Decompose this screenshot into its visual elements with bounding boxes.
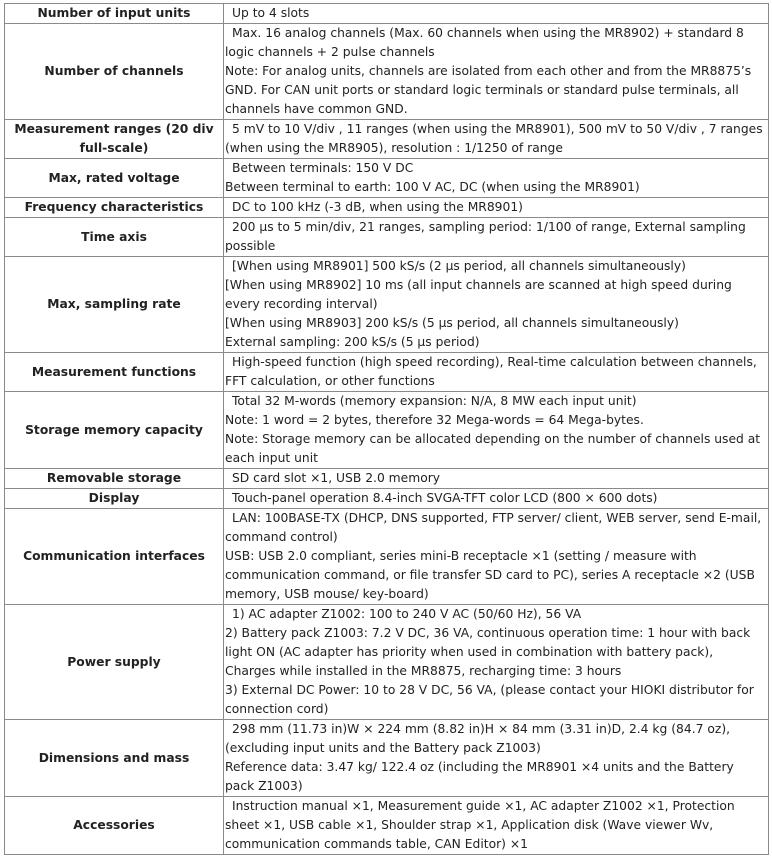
spec-value-line: Note: For analog units, channels are isolated from each other and from the MR8875’s GND. For CAN unit ports or standard logic terminals or standard pulse terminals, all channels have common GND. [225, 64, 752, 116]
spec-value-line: High-speed function (high speed recording), Real-time calculation between channels, FFT calculation, or other functions [225, 355, 757, 388]
table-row [5, 257, 769, 353]
table-row [5, 489, 769, 509]
spec-value [224, 509, 769, 605]
spec-value-line: 2) Battery pack Z1003: 7.2 V DC, 36 VA, continuous operation time: 1 hour with back light ON (AC adapter has priority when used in combination with battery pack), Charges while installed in the MR8875, recharging time: 3 hours [225, 626, 751, 678]
spec-value-line: USB: USB 2.0 compliant, series mini-B receptacle ×1 (setting / measure with communication command, or file transfer SD card to PC), series A receptacle ×2 (USB memory, USB mouse/ key-board) [225, 549, 755, 601]
table-row [5, 392, 769, 469]
spec-label: Measurement ranges (20 div full-scale) [5, 120, 224, 159]
spec-value-line: Total 32 M-words (memory expansion: N/A, 8 MW each input unit) [232, 394, 637, 408]
spec-label: Removable storage [5, 469, 224, 489]
spec-label: Accessories [5, 797, 224, 855]
table-row [5, 797, 769, 855]
spec-value-line: External sampling: 200 kS/s (5 μs period) [225, 335, 480, 349]
table-row [5, 159, 769, 198]
spec-value-line: Between terminals: 150 V DC [232, 161, 414, 175]
spec-value-line: [When using MR8901] 500 kS/s (2 μs period, all channels simultaneously) [232, 259, 686, 273]
spec-label: Number of input units [5, 4, 224, 24]
spec-label: Dimensions and mass [5, 720, 224, 797]
spec-value-line: Reference data: 3.47 kg/ 122.4 oz (including the MR8901 ×4 units and the Battery pack Z1003) [225, 760, 734, 793]
spec-value-line: SD card slot ×1, USB 2.0 memory [232, 471, 441, 485]
spec-value-line: [When using MR8903] 200 kS/s (5 μs period, all channels simultaneously) [225, 316, 679, 330]
spec-label: Number of channels [5, 24, 224, 120]
spec-value-line: DC to 100 kHz (-3 dB, when using the MR8901) [232, 200, 523, 214]
spec-value [224, 24, 769, 120]
table-row [5, 4, 769, 24]
table-row [5, 198, 769, 218]
spec-value-line: Up to 4 slots [232, 6, 310, 20]
spec-value [224, 120, 769, 159]
spec-label: Communication interfaces [5, 509, 224, 605]
spec-label: Time axis [5, 218, 224, 257]
spec-value [224, 159, 769, 198]
spec-value-line: 3) External DC Power: 10 to 28 V DC, 56 VA, (please contact your HIOKI distributor for connection cord) [225, 683, 754, 716]
spec-value-line: Note: Storage memory can be allocated depending on the number of channels used at each input unit [225, 432, 761, 465]
spec-value [224, 4, 769, 24]
spec-label: Display [5, 489, 224, 509]
spec-value-line: Touch-panel operation 8.4-inch SVGA-TFT color LCD (800 × 600 dots) [232, 491, 658, 505]
spec-label: Max, rated voltage [5, 159, 224, 198]
table-row [5, 720, 769, 797]
spec-value-line: Instruction manual ×1, Measurement guide ×1, AC adapter Z1002 ×1, Protection sheet ×1, USB cable ×1, Shoulder strap ×1, Application disk (Wave viewer Wv, communication commands table, CAN Editor) ×1 [225, 799, 735, 851]
spec-value [224, 797, 769, 855]
spec-value-line: LAN: 100BASE-TX (DHCP, DNS supported, FTP server/ client, WEB server, send E-mail, command control) [225, 511, 762, 544]
spec-value [224, 392, 769, 469]
table-row [5, 353, 769, 392]
spec-value-line: 5 mV to 10 V/div , 11 ranges (when using the MR8901), 500 mV to 50 V/div , 7 ranges (when using the MR8905), resolution : 1/1250 of range [225, 122, 763, 155]
spec-value-line: 200 μs to 5 min/div, 21 ranges, sampling period: 1/100 of range, External sampling possible [225, 220, 746, 253]
table-row [5, 509, 769, 605]
spec-table-body [5, 4, 769, 855]
spec-value [224, 257, 769, 353]
table-row [5, 120, 769, 159]
spec-table [4, 3, 769, 855]
spec-value-line: Note: 1 word = 2 bytes, therefore 32 Mega-words = 64 Mega-bytes. [225, 413, 644, 427]
spec-value-line: Between terminal to earth: 100 V AC, DC (when using the MR8901) [225, 180, 640, 194]
table-row [5, 24, 769, 120]
spec-value [224, 218, 769, 257]
spec-label: Storage memory capacity [5, 392, 224, 469]
spec-value [224, 720, 769, 797]
spec-value-line: 1) AC adapter Z1002: 100 to 240 V AC (50/60 Hz), 56 VA [232, 607, 582, 621]
spec-value-line: [When using MR8902] 10 ms (all input channels are scanned at high speed during every recording interval) [225, 278, 732, 311]
spec-label: Max, sampling rate [5, 257, 224, 353]
spec-value-line: 298 mm (11.73 in)W × 224 mm (8.82 in)H × 84 mm (3.31 in)D, 2.4 kg (84.7 oz), (excluding input units and the Battery pack Z1003) [225, 722, 731, 755]
spec-value [224, 198, 769, 218]
spec-value [224, 469, 769, 489]
spec-label: Measurement functions [5, 353, 224, 392]
spec-value-line: Max. 16 analog channels (Max. 60 channels when using the MR8902) + standard 8 logic channels + 2 pulse channels [225, 26, 744, 59]
spec-value [224, 489, 769, 509]
spec-value [224, 605, 769, 720]
spec-value [224, 353, 769, 392]
spec-label: Power supply [5, 605, 224, 720]
table-row [5, 605, 769, 720]
table-row [5, 469, 769, 489]
spec-label: Frequency characteristics [5, 198, 224, 218]
table-row [5, 218, 769, 257]
